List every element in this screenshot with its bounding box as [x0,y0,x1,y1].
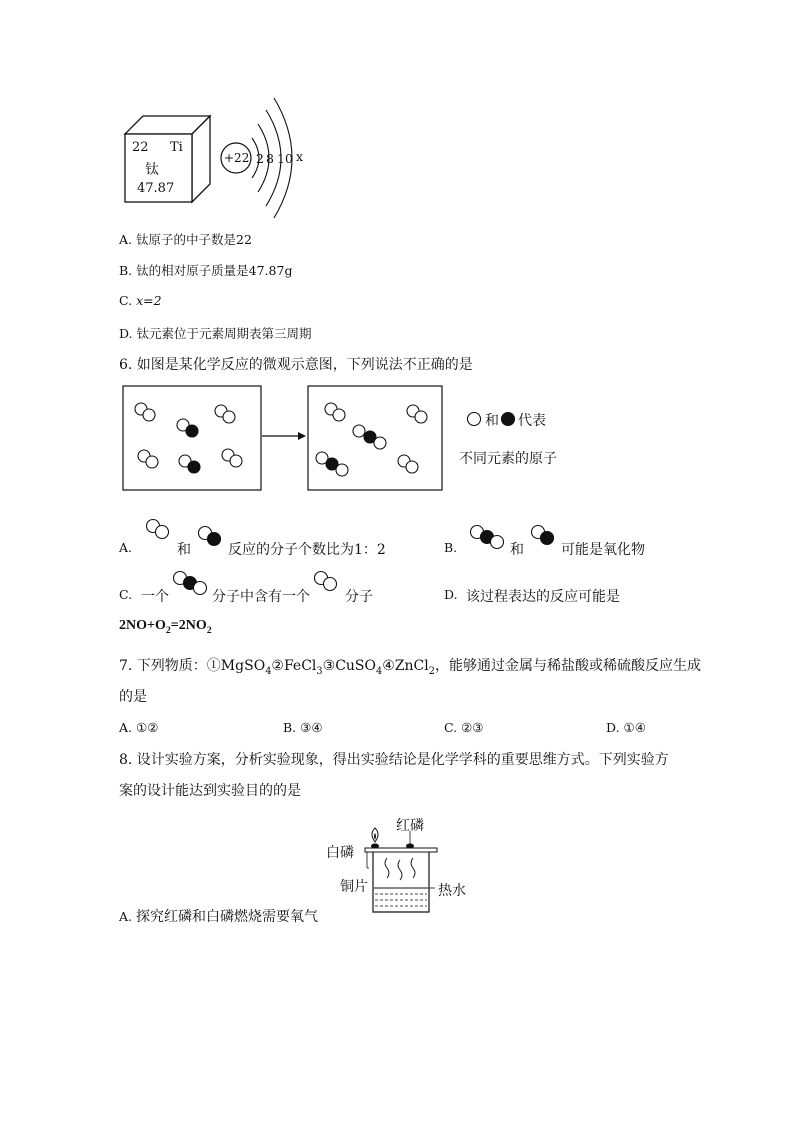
legend-black-atom-icon [500,411,516,427]
q6-b-text: 可能是氧化物 [561,542,645,558]
q6-option-a[interactable]: A. [119,540,133,555]
q5-option-c[interactable]: C. x=2 [119,293,162,308]
phosphorus-experiment-diagram [365,828,445,918]
element-mass: 47.87 [137,181,175,196]
molecule-no2-icon [469,524,509,548]
q7-option-a[interactable]: A. ①② [119,720,159,735]
label-white-phosphorus: 白磷 [326,845,354,861]
q7-option-d[interactable]: D. ①④ [606,720,646,735]
molecule-o2-icon-c [313,570,343,594]
legend-white-atom-icon [466,411,482,427]
q6-option-c[interactable]: C. [119,587,133,602]
legend-line2: 不同元素的原子 [459,451,557,467]
q5-option-d[interactable]: D. 钛元素位于元素周期表第三周期 [119,326,312,341]
molecule-no-icon [197,525,227,549]
label-red-phosphorus: 红磷 [396,818,424,834]
q6-option-d[interactable]: D. [444,587,458,602]
element-symbol: Ti [170,140,183,155]
shell-1: 2 [256,151,264,166]
q6-option-b[interactable]: B. [444,540,458,555]
q6-c-suffix: 分子 [345,589,373,605]
q7-option-b[interactable]: B. ③④ [283,720,323,735]
q7-option-c[interactable]: C. ②③ [444,720,484,735]
molecule-no-icon-b [530,524,560,548]
label-hot-water: 热水 [438,883,466,899]
q8-stem-line1: 8. 设计实验方案，分析实验现象，得出实验结论是化学学科的重要思维方式。下列实验方 [119,752,669,768]
shell-2: 8 [266,151,274,166]
element-number: 22 [132,140,149,155]
legend-and: 和 [485,413,499,429]
q7-stem: 7. 下列物质：①MgSO$_4$②FeCl$_3$③CuSO$_4$④ZnCl$_2$，能够通过金属与稀盐酸或稀硫酸反应生成 [119,658,701,677]
q6-a-text: 反应的分子个数比为1：2 [228,542,386,558]
q6-stem: 6. 如图是某化学反应的微观示意图，下列说法不正确的是 [119,357,473,373]
q6-d-text: 该过程表达的反应可能是 [466,589,620,605]
reaction-equation: $2NO+O_2=2NO_2$ [119,618,212,636]
q6-b-and: 和 [510,542,524,558]
q6-a-and: 和 [177,542,191,558]
nucleus-charge: +22 [224,151,250,165]
label-copper-sheet: 铜片 [340,879,368,895]
q5-option-a[interactable]: A. 钛原子的中子数是22 [119,232,252,247]
reaction-diagram [122,385,452,495]
q5-option-b[interactable]: B. 钛的相对原子质量是47.87g [119,263,293,278]
legend-represent: 代表 [518,413,546,429]
q8-stem-line2: 案的设计能达到实验目的的是 [119,783,301,799]
element-name: 钛 [145,162,159,178]
shell-3: 10 [277,151,293,166]
q7-stem-line2: 的是 [119,689,147,705]
q6-c-prefix: 一个 [141,589,169,605]
shell-4: x [296,149,304,164]
molecule-o2-icon [145,518,175,542]
molecule-no2-icon-c [172,570,212,594]
q6-c-mid: 分子中含有一个 [212,589,310,605]
q8-option-a[interactable]: A. 探究红磷和白磷燃烧需要氧气 [119,909,318,925]
